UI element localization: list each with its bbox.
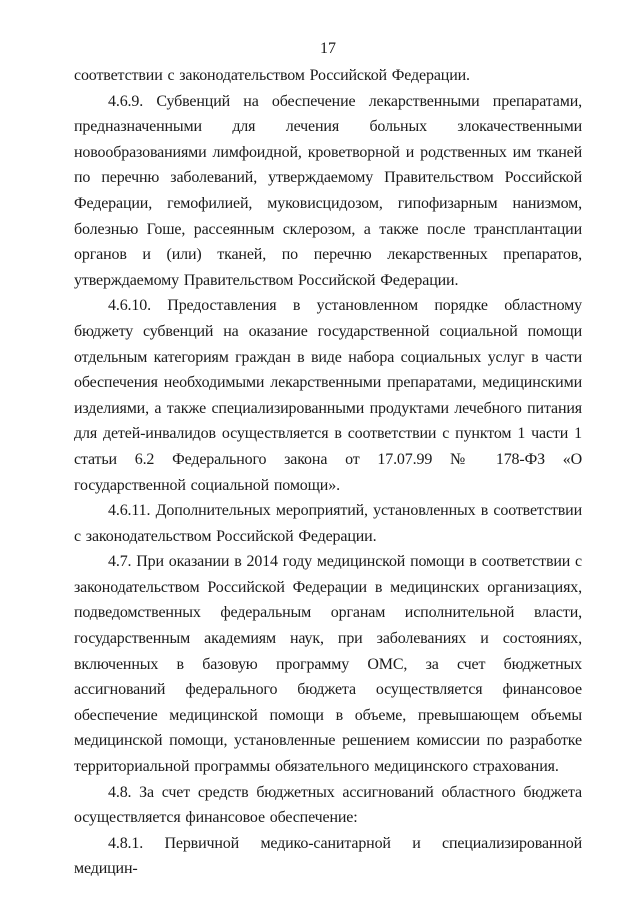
paragraph-4-6-9: 4.6.9. Субвенций на обеспечение лекарственными препаратами, предназначенными для лечения больных злокачественными новообразованиями лимфоидной, кроветворной и родственных им тканей по перечню заболеваний, утверждаемому Правительством Российской Федерации, гемофилией, муковисцидозом, гипофизарным нанизмом, болезнью Гоше, рассеянным склерозом, а также после трансплантации органов и (или) тканей, по перечню лекарственных препаратов, утверждаемому Правительством Российской Федерации. (74, 92, 582, 289)
paragraph-4-7: 4.7. При оказании в 2014 году медицинской помощи в соответствии с законодательством Российской Федерации в медицинских организациях, подведомственных федеральным органам исполнительной власти, государственным академиям наук, при заболеваниях и состояниях, включенных в базовую программу ОМС, за счет бюджетных ассигнований федерального бюджета осуществляется финансовое обеспечение медицинской помощи в объеме, превышающем объемы медицинской помощи, установленные решением комиссии по разработке территориальной программы обязательного медицинского страхования. (74, 553, 582, 776)
paragraph-4-6-11: 4.6.11. Дополнительных мероприятий, установленных в соответствии с законодательством Российской Федерации. (74, 502, 582, 545)
paragraph-continuation: соответствии с законодательством Российской Федерации. (74, 67, 470, 84)
document-page (74, 38, 582, 882)
paragraph-4-6-10: 4.6.10. Предоставления в установленном порядке областному бюджету субвенций на оказание государственной социальной помощи отдельным категориям граждан в виде набора социальных услуг в части обеспечения необходимыми лекарственными препаратами, медицинскими изделиями, а также специализированными продуктами лечебного питания для детей-инвалидов осуществляется в соответствии с пунктом 1 части 1 статьи 6.2 Федерального закона от 17.07.99 № 178-ФЗ «О государственной социальной помощи». (74, 297, 582, 494)
paragraph-4-8: 4.8. За счет средств бюджетных ассигнований областного бюджета осуществляется финансовое обеспечение: (74, 783, 582, 827)
paragraph-4-8-1: 4.8.1. Первичной медико-санитарной и специализированной медицин- (74, 834, 582, 878)
page-number: 17 (320, 40, 336, 57)
